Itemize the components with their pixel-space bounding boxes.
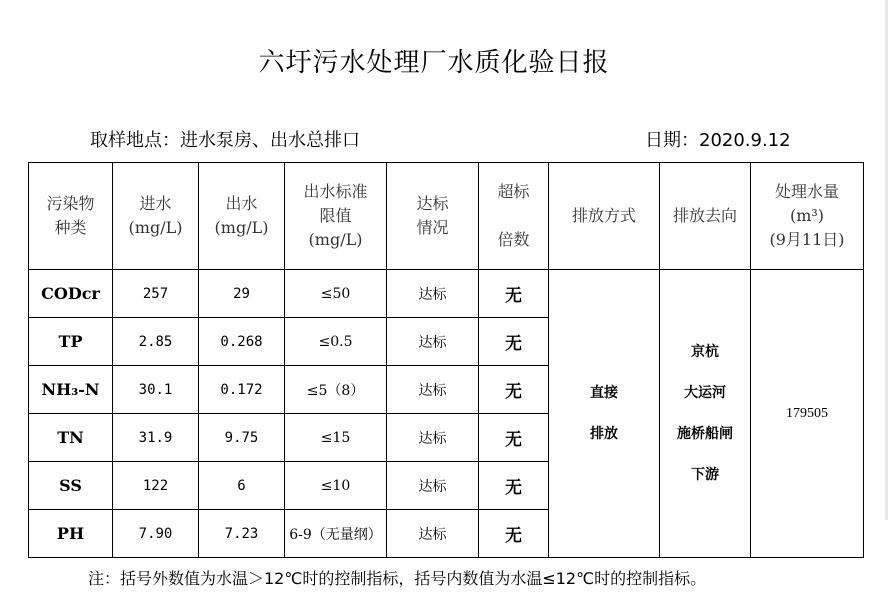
header-discharge-destination: 排放去向: [660, 163, 751, 270]
cell-pollutant: TN: [29, 414, 113, 462]
cell-exceed: 无: [479, 510, 549, 558]
cell-pollutant: CODcr: [29, 270, 113, 318]
cell-limit: ≤15: [285, 414, 387, 462]
cell-outflow: 7.23: [199, 510, 285, 558]
header-limit: 出水标准 限值 (mg/L): [285, 163, 387, 270]
header-volume: 处理水量 (m³) (9月11日): [751, 163, 864, 270]
header-outflow: 出水 (mg/L): [199, 163, 285, 270]
cell-status: 达标: [387, 510, 479, 558]
cell-limit: 6-9（无量纲）: [285, 510, 387, 558]
header-inflow: 进水 (mg/L): [113, 163, 199, 270]
report-date: 日期：2020.9.12: [645, 130, 791, 151]
discharge-destination: 京杭 大运河 施桥船闸 下游: [660, 270, 751, 558]
cell-status: 达标: [387, 318, 479, 366]
header-discharge-method: 排放方式: [549, 163, 660, 270]
header-exceed: 超标 倍数: [479, 163, 549, 270]
cell-outflow: 0.172: [199, 366, 285, 414]
cell-limit: ≤5（8）: [285, 366, 387, 414]
cell-exceed: 无: [479, 318, 549, 366]
cell-limit: ≤10: [285, 462, 387, 510]
cell-inflow: 7.90: [113, 510, 199, 558]
cell-inflow: 31.9: [113, 414, 199, 462]
cell-outflow: 0.268: [199, 318, 285, 366]
table-header-row: [29, 163, 864, 270]
cell-outflow: 29: [199, 270, 285, 318]
cell-pollutant: SS: [29, 462, 113, 510]
cell-inflow: 2.85: [113, 318, 199, 366]
cell-status: 达标: [387, 270, 479, 318]
cell-pollutant: NH₃-N: [29, 366, 113, 414]
report-title: 六圩污水处理厂水质化验日报: [258, 48, 610, 78]
cell-outflow: 9.75: [199, 414, 285, 462]
cell-status: 达标: [387, 414, 479, 462]
cell-inflow: 30.1: [113, 366, 199, 414]
header-status: 达标 情况: [387, 163, 479, 270]
cell-pollutant: PH: [29, 510, 113, 558]
cell-status: 达标: [387, 462, 479, 510]
cell-inflow: 122: [113, 462, 199, 510]
cell-inflow: 257: [113, 270, 199, 318]
cell-exceed: 无: [479, 462, 549, 510]
cell-status: 达标: [387, 366, 479, 414]
cell-exceed: 无: [479, 366, 549, 414]
cell-exceed: 无: [479, 414, 549, 462]
cell-outflow: 6: [199, 462, 285, 510]
cell-limit: ≤50: [285, 270, 387, 318]
treated-volume: 179505: [751, 270, 864, 558]
cell-limit: ≤0.5: [285, 318, 387, 366]
discharge-method: 直接 排放: [549, 270, 660, 558]
cell-exceed: 无: [479, 270, 549, 318]
cell-pollutant: TP: [29, 318, 113, 366]
header-pollutant: 污染物 种类: [29, 163, 113, 270]
water-quality-table: [28, 162, 864, 558]
sampling-location: 取样地点：进水泵房、出水总排口: [90, 130, 360, 151]
footnote: 注：括号外数值为水温＞12℃时的控制指标，括号内数值为水温≤12℃时的控制指标。: [88, 569, 707, 588]
table-row: [29, 270, 864, 318]
